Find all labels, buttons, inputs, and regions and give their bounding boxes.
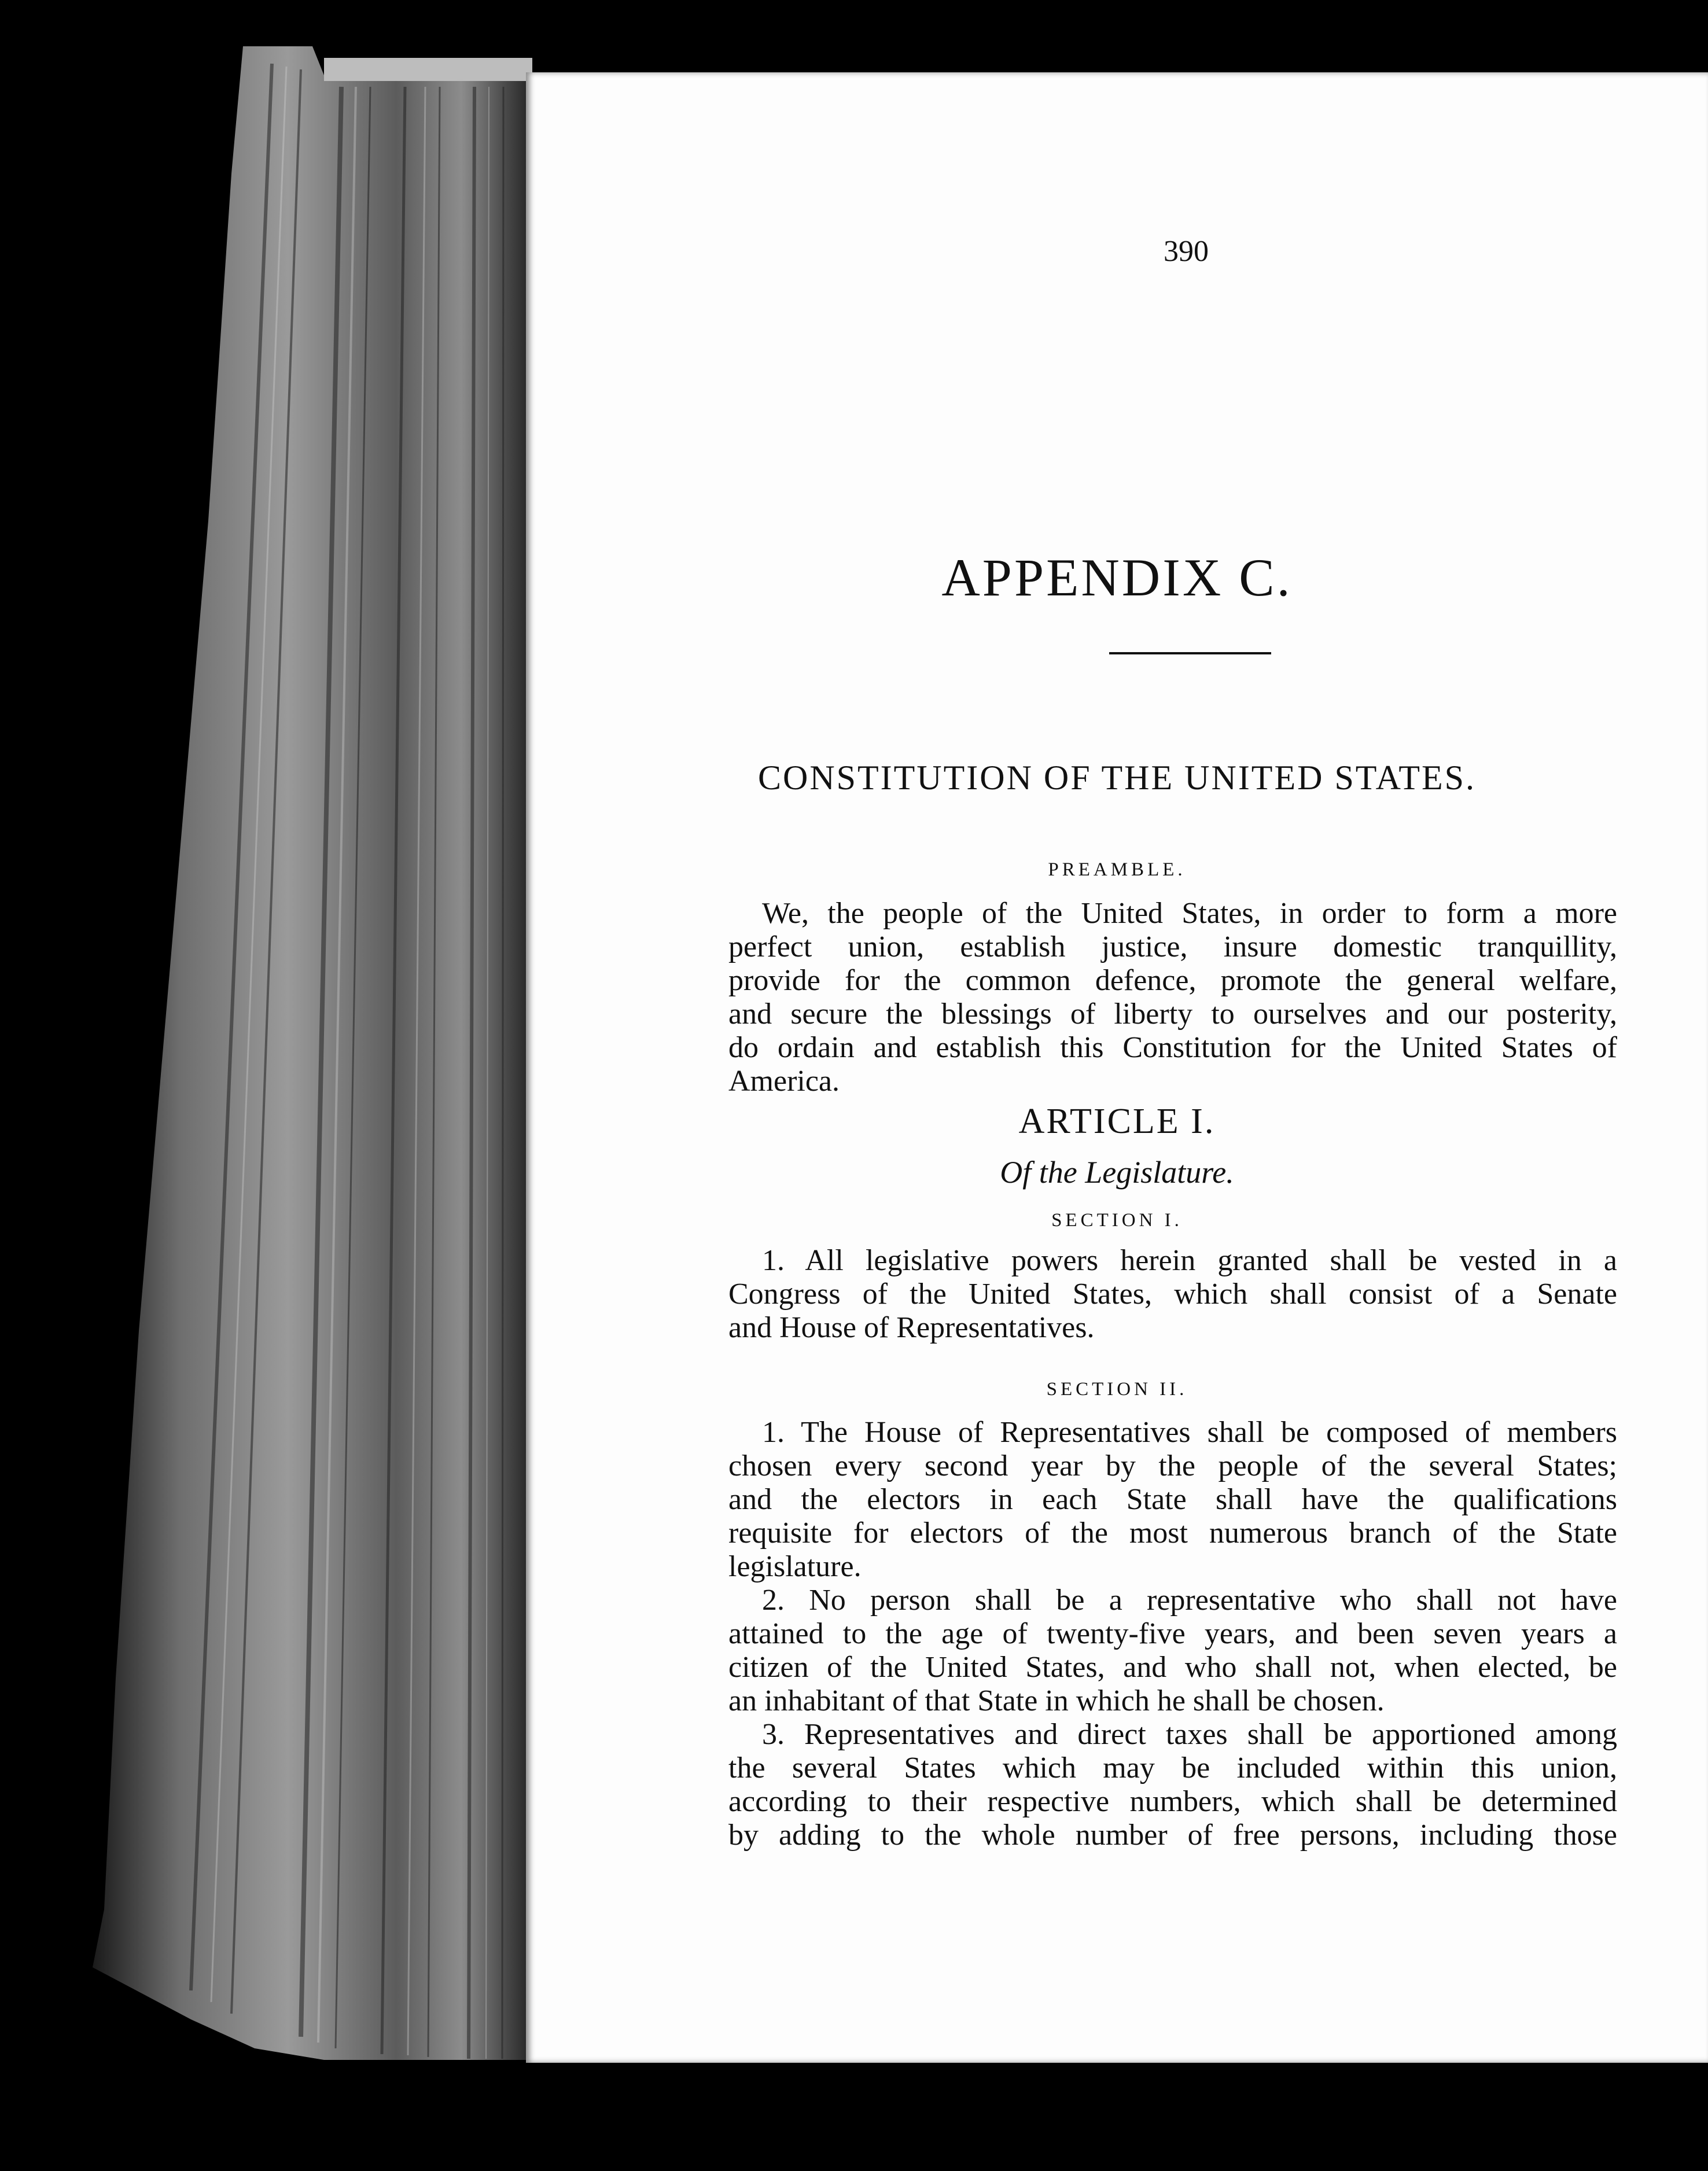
text-line: and House of Representatives. bbox=[728, 1311, 1095, 1344]
title-divider-rule bbox=[1109, 652, 1271, 654]
text-line: requisite for electors of the most numerous branch of the State bbox=[728, 1517, 1617, 1550]
text-line: 3. Representatives and direct taxes shall be apportioned among bbox=[762, 1718, 1617, 1751]
text-line: Congress of the United States, which shall consist of a Senate bbox=[728, 1278, 1617, 1311]
text-line: and the electors in each State shall have the qualifications bbox=[728, 1483, 1617, 1516]
text-line: citizen of the United States, and who shall not, when elected, be bbox=[728, 1651, 1617, 1684]
text-line: provide for the common defence, promote the general welfare, bbox=[728, 964, 1617, 997]
text-line: 1. All legislative powers herein granted shall be vested in a bbox=[762, 1244, 1617, 1277]
page-number: 390 bbox=[1164, 235, 1209, 268]
text-line: legislature. bbox=[728, 1550, 862, 1583]
text-line: 2. No person shall be a representative who shall not have bbox=[762, 1584, 1617, 1617]
appendix-title: APPENDIX C. bbox=[941, 548, 1293, 607]
section-2-paragraph-2 bbox=[728, 1584, 1617, 1718]
section-1-paragraph bbox=[728, 1244, 1617, 1345]
section-2-paragraph-3 bbox=[728, 1718, 1617, 1852]
text-line: chosen every second year by the people of the several States; bbox=[728, 1449, 1617, 1482]
text-line: 1. The House of Representatives shall be composed of members bbox=[762, 1416, 1617, 1449]
preamble-heading: PREAMBLE. bbox=[1048, 859, 1186, 880]
book-page bbox=[526, 72, 1708, 2063]
article-heading: ARTICLE I. bbox=[1018, 1102, 1216, 1141]
text-line: by adding to the whole number of free persons, including those bbox=[728, 1819, 1617, 1852]
text-line: according to their respective numbers, which shall be determined bbox=[728, 1785, 1617, 1818]
article-subtitle: Of the Legislature. bbox=[1000, 1155, 1234, 1190]
text-line: America. bbox=[728, 1065, 840, 1098]
top-page-strip bbox=[324, 58, 532, 81]
text-line: We, the people of the United States, in order to form a more bbox=[762, 897, 1617, 930]
text-line: an inhabitant of that State in which he shall be chosen. bbox=[728, 1684, 1385, 1717]
text-line: the several States which may be included within this union, bbox=[728, 1751, 1617, 1784]
text-line: do ordain and establish this Constitution for the United States of bbox=[728, 1031, 1617, 1064]
preamble-paragraph bbox=[728, 897, 1617, 1098]
document-title: CONSTITUTION OF THE UNITED STATES. bbox=[757, 759, 1477, 797]
text-line: attained to the age of twenty-five years, and been seven years a bbox=[728, 1617, 1617, 1650]
section-heading: SECTION I. bbox=[1051, 1210, 1183, 1231]
text-line: perfect union, establish justice, insure domestic tranquillity, bbox=[728, 930, 1617, 963]
text-line: and secure the blessings of liberty to ourselves and our posterity, bbox=[728, 998, 1617, 1031]
section-heading: SECTION II. bbox=[1046, 1379, 1188, 1400]
section-2-paragraph-1 bbox=[728, 1416, 1617, 1584]
